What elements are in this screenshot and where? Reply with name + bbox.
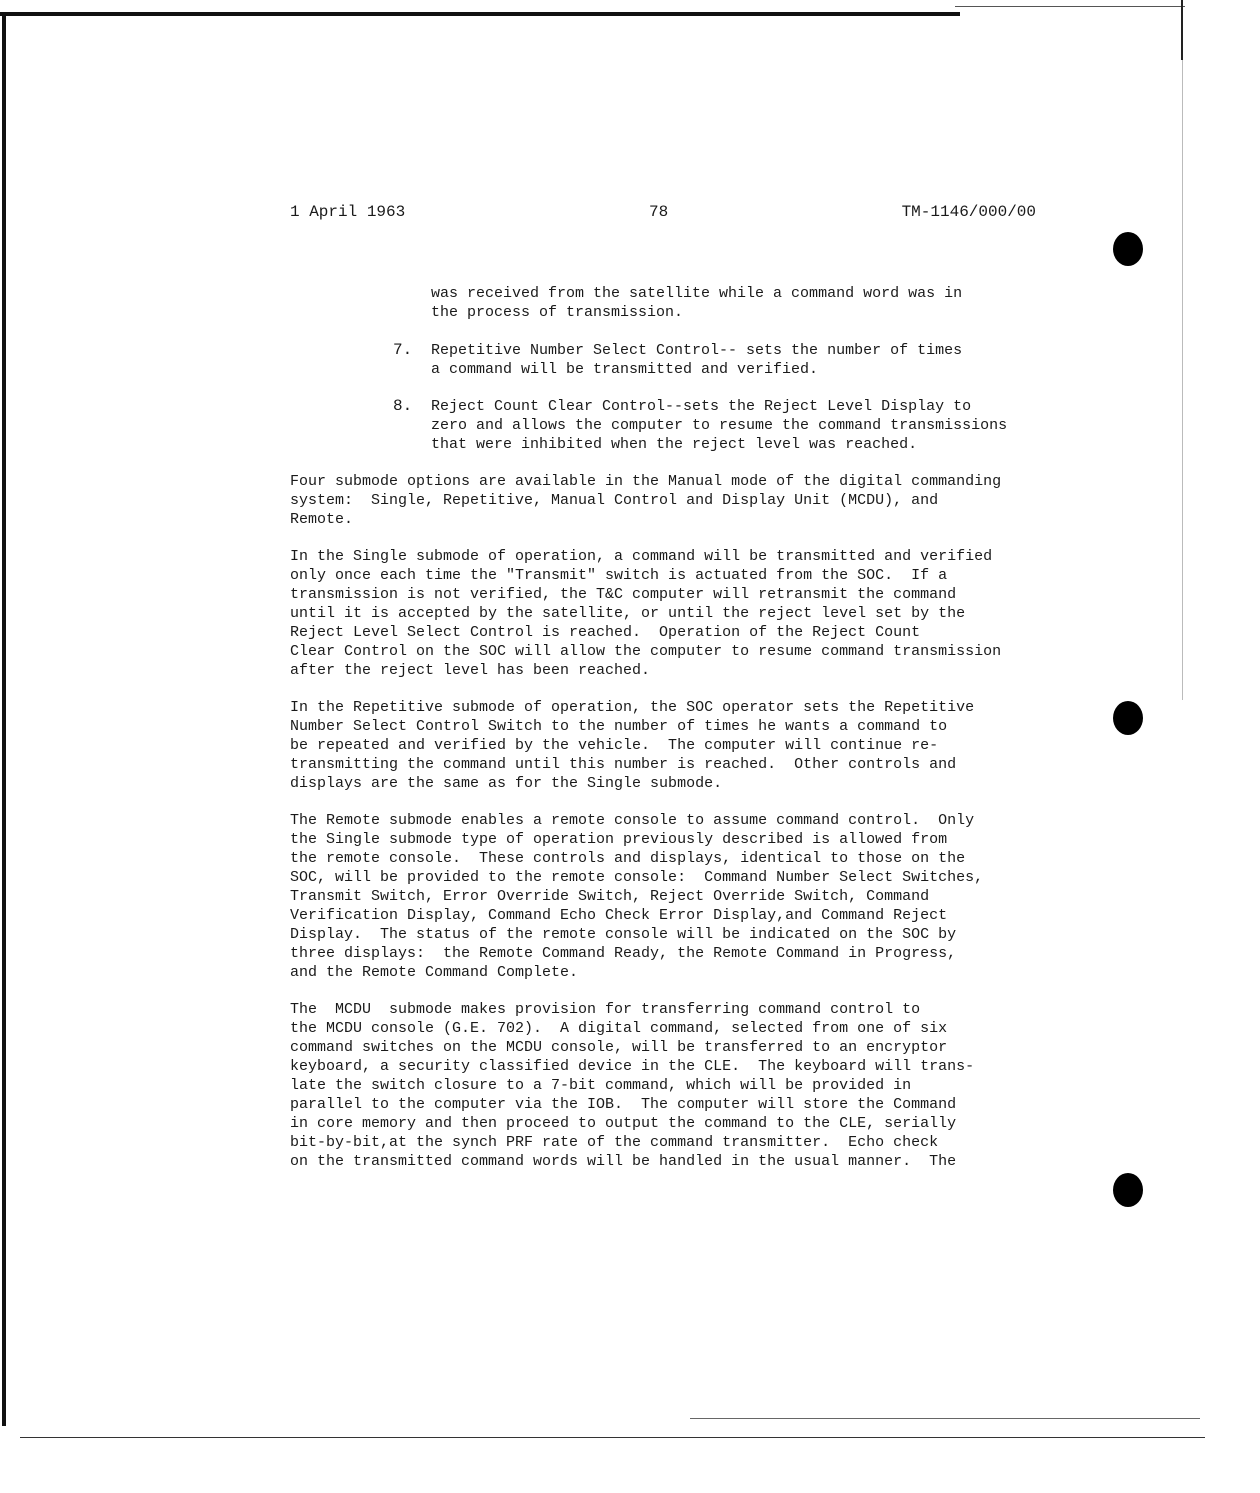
scan-border-top-thin [955, 6, 1185, 7]
scan-border-left [2, 14, 6, 1426]
scan-border-bottom-secondary [690, 1418, 1200, 1419]
list-item-number: 7. [393, 341, 413, 359]
document-id: TM-1146/000/00 [901, 203, 1036, 221]
scan-border-right [1181, 0, 1183, 60]
paragraph-mcdu-submode: The MCDU submode makes provision for transferring command control to the MCDU console (G.E. 702). A digital command, selected from one of six command switches on the MCDU console, will be transferred to an encryptor keyboard, a security classified device in the CLE. The keyboard will trans- late the switch closure to a 7-bit command, which will be provided in parallel to the computer via the IOB. The computer will store the Command in core memory and then proceed to output the command to the CLE, serially bit-by-bit,at the synch PRF rate of the command transmitter. Echo check on the transmitted command words will be handled in the usual manner. The [290, 1001, 975, 1170]
page-number: 78 [649, 203, 669, 221]
punch-hole-top [1113, 232, 1143, 266]
scan-border-top [0, 12, 960, 16]
scan-border-bottom [20, 1437, 1205, 1438]
paragraph-repetitive-submode: In the Repetitive submode of operation, the SOC operator sets the Repetitive Number Select Control Switch to the number of times he wants a command to be repeated and verified by the vehicle. The computer will continue re- transmitting the command until this number is reached. Other controls and displays are the same as for the Single submode. [290, 699, 975, 792]
page-header [290, 203, 1036, 225]
punch-hole-bottom [1113, 1173, 1143, 1207]
header-date: 1 April 1963 [290, 203, 406, 221]
list-item-7 [290, 341, 1050, 379]
list-item-text: Reject Count Clear Control--sets the Reject Level Display to zero and allows the computer to resume the command transmissions that were inhibited when the reject level was reached. [431, 398, 1008, 453]
paragraph-single-submode: In the Single submode of operation, a command will be transmitted and verified only once each time the "Transmit" switch is actuated from the SOC. If a transmission is not verified, the T&C computer will retransmit the command until it is accepted by the satellite, or until the reject level set by the Reject Level Select Control is reached. Operation of the Reject Count Clear Control on the SOC will allow the computer to resume command transmission after the reject level has been reached. [290, 548, 1002, 679]
document-body [290, 284, 1050, 1189]
continuation-paragraph: was received from the satellite while a command word was in the process of transmission. [431, 285, 963, 321]
list-item-text: Repetitive Number Select Control-- sets the number of times a command will be transmitted and verified. [431, 342, 963, 378]
scan-border-right-faint [1182, 60, 1183, 700]
paragraph-submode-options: Four submode options are available in the Manual mode of the digital commanding system: Single, Repetitive, Manual Control and Display Unit (MCDU), and Remote. [290, 473, 1002, 528]
paragraph-remote-submode: The Remote submode enables a remote console to assume command control. Only the Single submode type of operation previously described is allowed from the remote console. These controls and displays, identical to those on the SOC, will be provided to the remote console: Command Number Select Switches, Transmit Switch, Error Override Switch, Reject Override Switch, Command Verification Display, Command Echo Check Error Display,and Command Reject Display. The status of the remote console will be indicated on the SOC by three displays: the Remote Command Ready, the Remote Command in Progress, and the Remote Command Complete. [290, 812, 984, 981]
list-item-8 [290, 397, 1050, 454]
punch-hole-middle [1113, 701, 1143, 735]
list-item-number: 8. [393, 397, 413, 415]
